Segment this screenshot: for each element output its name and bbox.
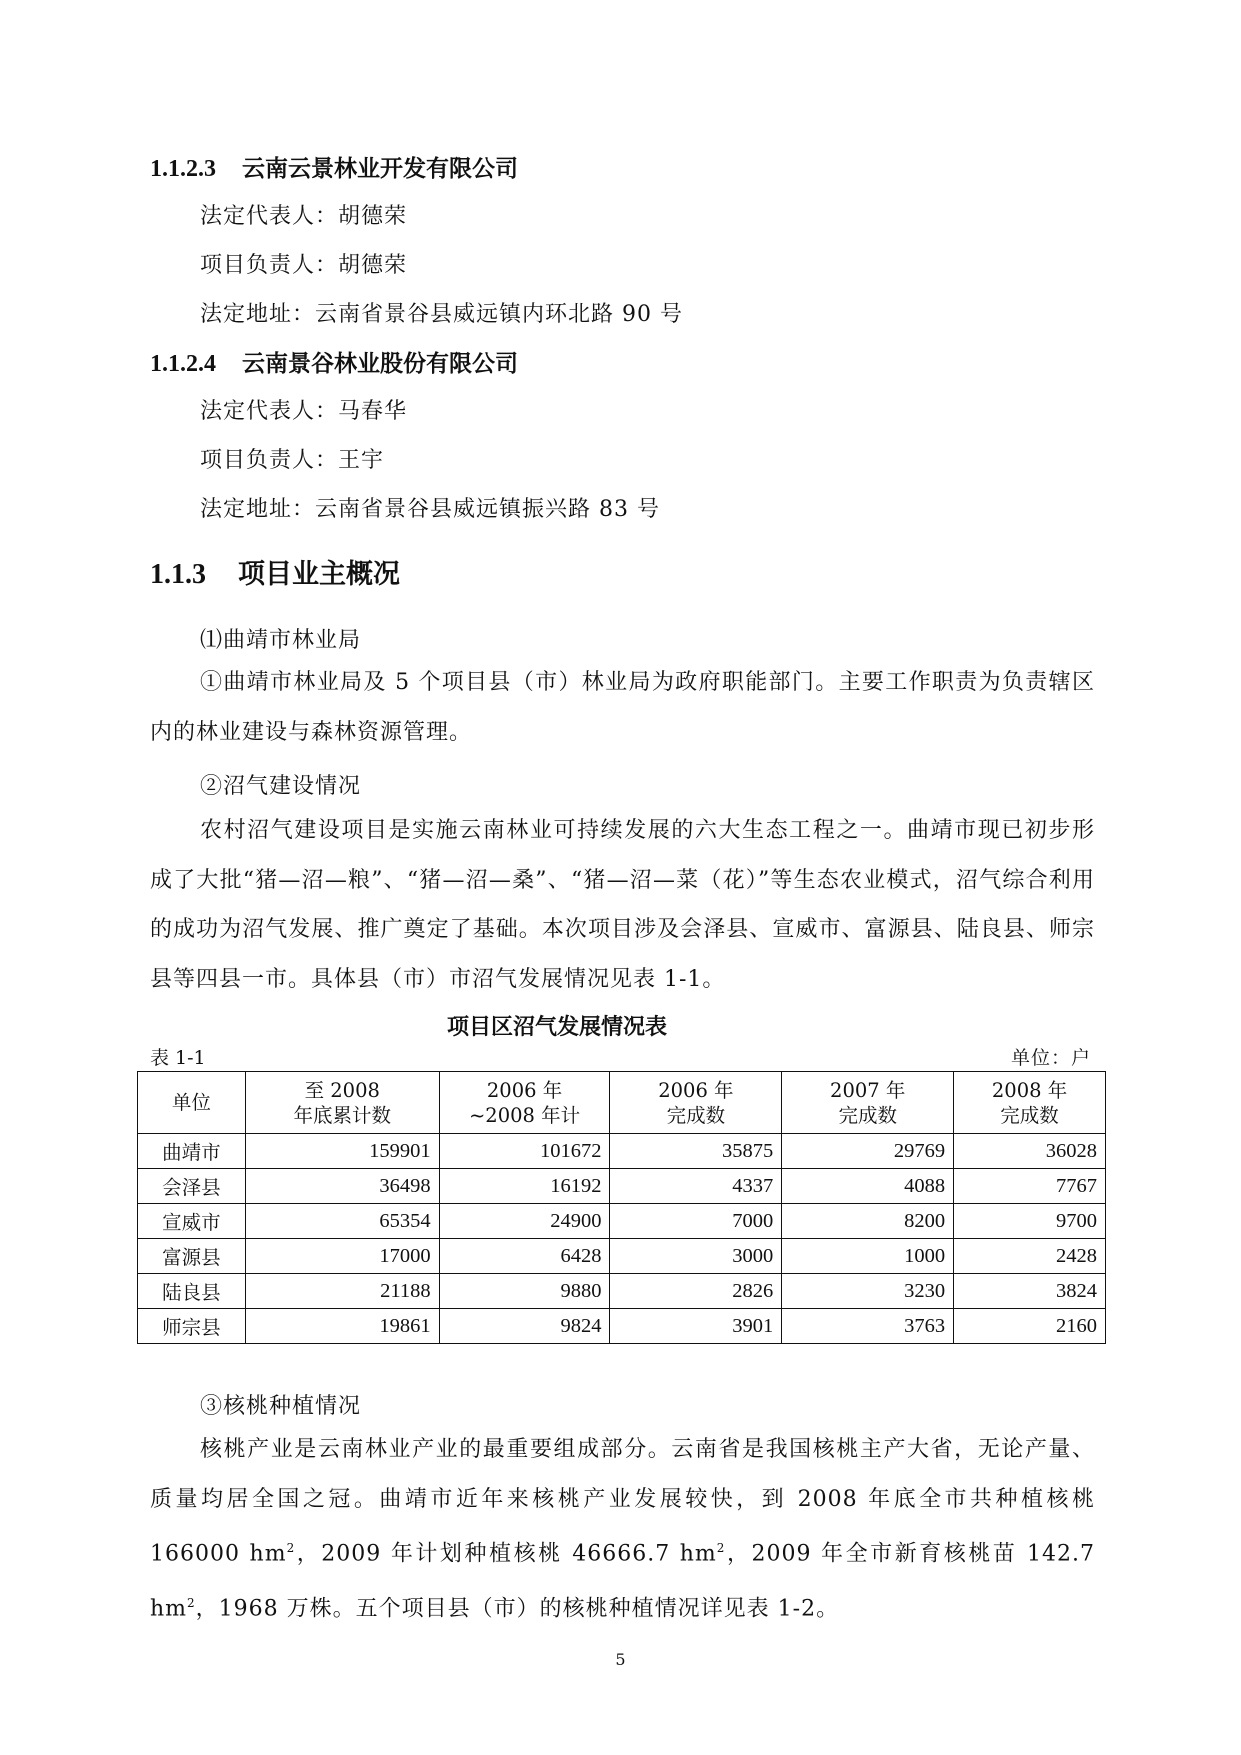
- cell: 65354: [245, 1204, 439, 1239]
- cell: 101672: [439, 1134, 610, 1169]
- cell: 6428: [439, 1239, 610, 1274]
- cell: 3824: [954, 1274, 1106, 1309]
- table-number: 表 1-1: [150, 1047, 206, 1069]
- cell: 4088: [782, 1169, 954, 1204]
- cell: 35875: [610, 1134, 782, 1169]
- paragraph-biogas: 农村沼气建设项目是实施云南林业可持续发展的六大生态工程之一。曲靖市现已初步形成了大批“猪—沼—粮”、“猪—沼—桑”、“猪—沼—菜（花）”等生态农业模式，沼气综合利用的成功为沼气发展、推广奠定了基础。本次项目涉及会泽县、宣威市、富源县、陆良县、师宗县等四县一市。具体县（市）市沼气发展情况见表 1-1。: [150, 818, 1095, 992]
- section-heading-113: [150, 552, 400, 591]
- cell: 16192: [439, 1169, 610, 1204]
- table-row: [138, 1204, 1106, 1239]
- cell: 1000: [782, 1239, 954, 1274]
- biogas-table: [137, 1071, 1106, 1344]
- header-2006-2008: 2006 年 ~2008 年计: [439, 1072, 610, 1134]
- legal-address: 法定地址：云南省景谷县威远镇振兴路 83 号: [200, 497, 660, 522]
- legal-representative: 法定代表人：胡德荣: [200, 204, 408, 229]
- cell: 36028: [954, 1134, 1106, 1169]
- table-row: [138, 1169, 1106, 1204]
- section-heading-1124: [150, 345, 518, 378]
- header-2008: 2008 年 完成数: [954, 1072, 1106, 1134]
- cell: 19861: [245, 1309, 439, 1344]
- cell: 9700: [954, 1204, 1106, 1239]
- cell: 159901: [245, 1134, 439, 1169]
- cell: 4337: [610, 1169, 782, 1204]
- row-name: 陆良县: [138, 1274, 246, 1309]
- cell: 2826: [610, 1274, 782, 1309]
- header-unit: 单位: [138, 1072, 246, 1134]
- table-row: [138, 1134, 1106, 1169]
- cell: 7767: [954, 1169, 1106, 1204]
- section-title: 云南云景林业开发有限公司: [242, 156, 518, 182]
- table-caption: 项目区沼气发展情况表: [446, 1015, 667, 1040]
- cell: 9824: [439, 1309, 610, 1344]
- row-name: 师宗县: [138, 1309, 246, 1344]
- cell: 36498: [245, 1169, 439, 1204]
- table-row: [138, 1274, 1106, 1309]
- header-cumulative: 至 2008 年底累计数: [245, 1072, 439, 1134]
- section-title: 云南景谷林业股份有限公司: [242, 351, 518, 377]
- cell: 3230: [782, 1274, 954, 1309]
- section-title: 项目业主概况: [238, 559, 400, 590]
- table-row: [138, 1239, 1106, 1274]
- table-row: [138, 1309, 1106, 1344]
- row-name: 富源县: [138, 1239, 246, 1274]
- page-number: 5: [615, 1650, 626, 1669]
- section-heading-1123: [150, 150, 518, 183]
- project-leader: 项目负责人：王宇: [200, 448, 385, 473]
- legal-address: 法定地址：云南省景谷县威远镇内环北路 90 号: [200, 302, 683, 327]
- cell: 21188: [245, 1274, 439, 1309]
- cell: 3763: [782, 1309, 954, 1344]
- header-2006: 2006 年 完成数: [610, 1072, 782, 1134]
- cell: 8200: [782, 1204, 954, 1239]
- project-leader: 项目负责人：胡德荣: [200, 253, 408, 278]
- section-number: 1.1.3: [150, 559, 206, 590]
- cell: 9880: [439, 1274, 610, 1309]
- paragraph-bureau-duties: ①曲靖市林业局及 5 个项目县（市）林业局为政府职能部门。主要工作职责为负责辖区内的林业建设与森林资源管理。: [150, 670, 1095, 745]
- item-heading-walnut: ③核桃种植情况: [200, 1394, 362, 1419]
- table-header-row: [138, 1072, 1106, 1134]
- item-heading-forestry-bureau: ⑴曲靖市林业局: [200, 628, 362, 653]
- section-number: 1.1.2.3: [150, 156, 216, 182]
- item-heading-biogas: ②沼气建设情况: [200, 774, 362, 799]
- cell: 17000: [245, 1239, 439, 1274]
- row-name: 曲靖市: [138, 1134, 246, 1169]
- section-number: 1.1.2.4: [150, 351, 216, 377]
- row-name: 宣威市: [138, 1204, 246, 1239]
- table-unit: 单位：户: [1010, 1047, 1091, 1069]
- row-name: 会泽县: [138, 1169, 246, 1204]
- header-2007: 2007 年 完成数: [782, 1072, 954, 1134]
- legal-representative: 法定代表人：马春华: [200, 399, 408, 424]
- cell: 29769: [782, 1134, 954, 1169]
- cell: 24900: [439, 1204, 610, 1239]
- cell: 3901: [610, 1309, 782, 1344]
- cell: 7000: [610, 1204, 782, 1239]
- cell: 3000: [610, 1239, 782, 1274]
- cell: 2160: [954, 1309, 1106, 1344]
- paragraph-walnut: 核桃产业是云南林业产业的最重要组成部分。云南省是我国核桃主产大省，无论产量、质量均居全国之冠。曲靖市近年来核桃产业发展较快，到 2008 年底全市共种植核桃 166000 $hm^2$，2009 年计划种植核桃 46666.7 $hm^2$，2009 年全市新育核桃苗 142.7 $hm^2$，1968 万株。五个项目县（市）的核桃种植情况详见表 1-2。: [150, 1437, 1095, 1622]
- cell: 2428: [954, 1239, 1106, 1274]
